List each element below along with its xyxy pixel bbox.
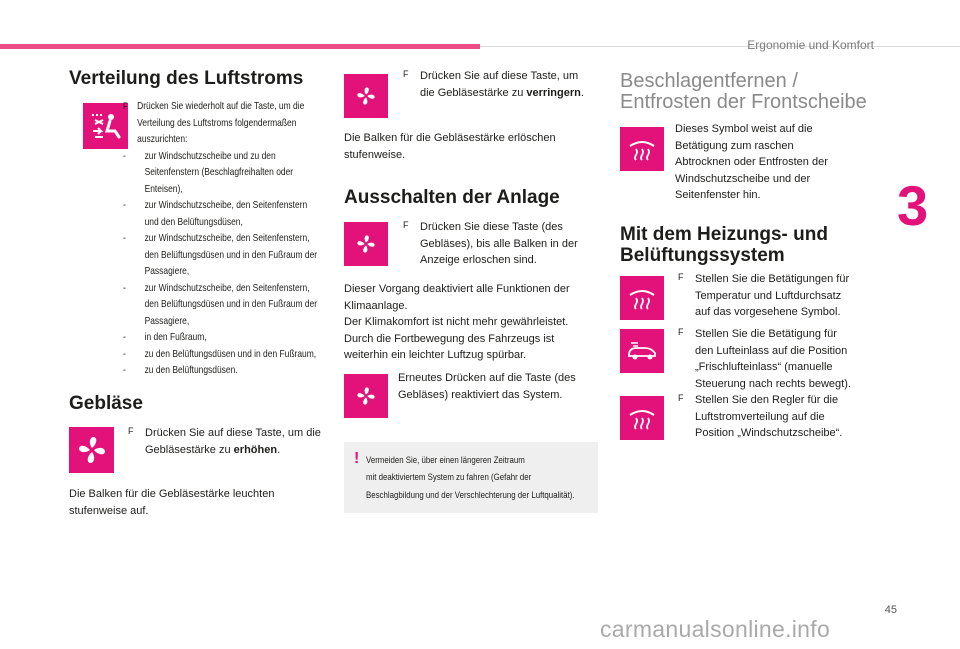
heating-step-3: Stellen Sie den Regler für die Luftstromverteilung auf die Position „Windschutzscheibe“. <box>695 394 843 439</box>
list-item <box>678 392 858 442</box>
bullet-marker: F <box>403 69 409 79</box>
fan-icon <box>69 427 114 473</box>
chapter-title: Ergonomie und Komfort <box>747 38 874 52</box>
bullet-marker: F <box>123 101 128 111</box>
blower-increase-lead: Drücken Sie auf diese Taste, um die Gebläsestärke zu <box>145 427 321 456</box>
blower-decrease-keyword: verringern <box>526 86 581 99</box>
airflow-option: in den Fußraum, <box>144 332 207 344</box>
list-item <box>123 363 321 380</box>
dash-marker: - <box>123 348 126 360</box>
airflow-instructions <box>123 99 321 380</box>
fan-on-icon <box>344 374 388 418</box>
blower-increase-text <box>145 425 328 458</box>
dash-marker: - <box>123 150 126 162</box>
heating-step-2: Stellen Sie die Betätigung für den Lufteinlass auf die Position „Frischlufteinlass“ (manuelle Steuerung nach rechts bewegt). <box>695 328 851 390</box>
airflow-option: zu den Belüftungsdüsen und in den Fußraum, <box>144 348 317 360</box>
page-number: 45 <box>884 604 897 616</box>
heating-title-line-1: Mit dem Heizungs- und <box>620 224 828 245</box>
airflow-option: zur Windschutzscheibe, den Seitenfenstern, den Belüftungsdüsen und in den Fußraum der Passagiere, <box>144 282 318 327</box>
list-item <box>123 330 321 347</box>
airflow-option: zu den Belüftungsdüsen. <box>144 365 238 377</box>
airflow-option: zur Windschutzscheibe, den Seitenfenstern, den Belüftungsdüsen und in den Fußraum der Passagiere, <box>144 233 318 278</box>
warning-icon: ! <box>354 450 360 467</box>
list-item <box>678 271 858 321</box>
list-item <box>123 198 321 231</box>
warning-note-line: Beschlagbildung und der Verschlechterung der Luftqualität). <box>366 489 575 501</box>
list-item <box>403 219 598 269</box>
blower-decrease-lead: Drücken Sie auf diese Taste, um die Gebläsestärke zu <box>420 70 579 99</box>
warning-note-line: mit deaktiviertem System zu fahren (Gefahr der <box>366 472 532 484</box>
reactivate-paragraph: Erneutes Drücken auf die Taste (des Gebläses) reaktiviert das System. <box>398 372 576 401</box>
shutdown-paragraph <box>344 281 598 364</box>
blower-decrease-end: . <box>580 86 584 99</box>
dash-marker: - <box>123 332 126 344</box>
airflow-option: zur Windschutzscheibe, den Seitenfenstern und den Belüftungsdüsen, <box>144 200 308 228</box>
chapter-number: 3 <box>897 174 929 237</box>
watermark: carmanualsonline.info <box>600 616 831 642</box>
defrost-title-line-2: Entfrosten der Frontscheibe <box>620 91 867 114</box>
section-title-shutdown: Ausschalten der Anlage <box>344 187 560 208</box>
windshield-defrost-icon <box>620 276 664 320</box>
bullet-marker: F <box>128 426 134 436</box>
windshield-defrost-icon <box>620 396 664 440</box>
fresh-air-intake-icon <box>620 329 664 373</box>
dash-marker: - <box>123 282 126 294</box>
airflow-distribution-icon <box>83 103 128 149</box>
shutdown-effect: Dieser Vorgang deaktiviert alle Funktionen der Klimaanlage. <box>344 283 570 312</box>
blower-increase-keyword: erhöhen <box>233 443 278 456</box>
bullet-marker: F <box>678 393 684 403</box>
heating-step-1: Stellen Sie die Betätigungen für Temperatur und Luftdurchsatz auf das vorgesehene Symbol. <box>695 273 850 318</box>
warning-note-text <box>366 452 597 504</box>
dash-marker: - <box>123 233 126 245</box>
section-title-airflow: Verteilung des Luftstroms <box>69 68 304 89</box>
list-item <box>678 326 858 392</box>
blower-off-paragraph: Die Balken für die Gebläsestärke erlöschen stufenweise. <box>344 132 556 161</box>
airflow-intro: Drücken Sie wiederholt auf die Taste, um die Verteilung des Luftstroms folgendermaßen auszurichten: <box>137 101 305 146</box>
dash-marker: - <box>123 365 126 377</box>
windshield-defrost-icon <box>620 127 664 171</box>
blower-increase-end: . <box>277 443 281 456</box>
list-item <box>123 99 321 149</box>
section-title-defrost <box>620 71 867 114</box>
defrost-title-line-1: Beschlagentfernen / <box>620 70 798 92</box>
section-title-heating <box>620 225 828 267</box>
header-rule <box>480 46 960 47</box>
blower-paragraph: Die Balken für die Gebläsestärke leuchten stufenweise auf. <box>69 488 275 517</box>
defrost-description: Dieses Symbol weist auf die Betätigung zum raschen Abtrocknen oder Entfrosten der Windschutzscheibe und der Seitenfenster hin. <box>675 123 828 201</box>
airflow-option: zur Windschutzscheibe und zu den Seitenfenstern (Beschlagfreihalten oder Enteisen), <box>144 150 294 195</box>
list-item <box>123 281 321 331</box>
heating-title-line-2: Belüftungssystem <box>620 244 785 266</box>
list-item <box>128 425 328 458</box>
list-item <box>123 347 321 364</box>
warning-note-line: Vermeiden Sie, über einen längeren Zeitraum <box>366 455 525 466</box>
list-item <box>123 231 321 281</box>
header-accent-bar <box>0 44 480 49</box>
fan-decrease-icon <box>344 74 388 118</box>
blower-decrease-text <box>420 68 593 101</box>
dash-marker: - <box>123 200 126 212</box>
list-item <box>403 68 593 101</box>
section-title-blower: Gebläse <box>69 393 143 414</box>
list-item <box>123 149 321 199</box>
shutdown-note: Der Klimakomfort ist nicht mehr gewährleistet. Durch die Fortbewegung des Fahrzeugs ist weiterhin ein leichter Luftzug spürbar. <box>344 316 569 361</box>
bullet-marker: F <box>403 220 409 230</box>
fan-off-icon <box>344 222 388 266</box>
bullet-marker: F <box>678 327 684 337</box>
bullet-marker: F <box>678 272 684 282</box>
shutdown-instruction: Drücken Sie diese Taste (des Gebläses), bis alle Balken in der Anzeige erloschen sind. <box>420 221 578 266</box>
